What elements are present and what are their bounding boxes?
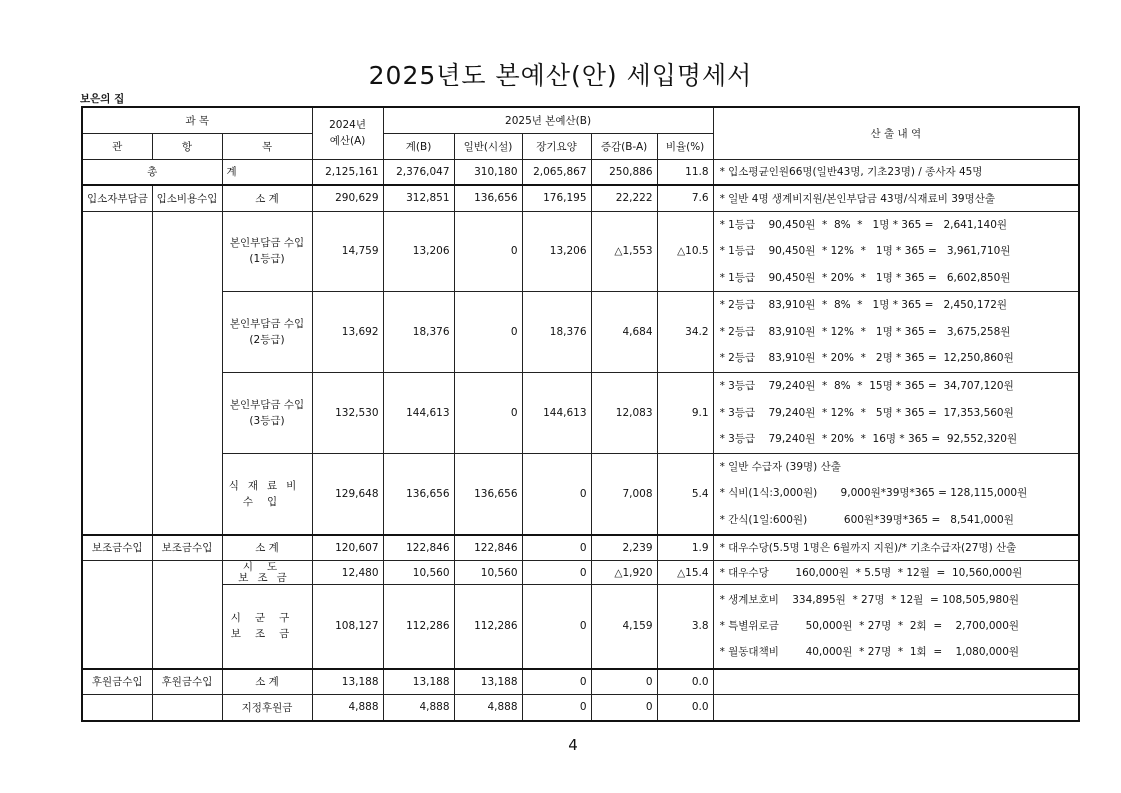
sido-detail: * 대우수당 160,000원 * 5.5명 * 12월 = 10,560,000원: [713, 561, 1079, 585]
grade1-detail: [713, 211, 1079, 292]
food-total: 136,656: [383, 453, 454, 534]
grade3-mok: 본인부담금 수입(3등급): [222, 373, 312, 454]
grade3-prev: 132,530: [312, 373, 383, 454]
detail-line: * 2등급 83,910원 * 12% * 1명 * 365 = 3,675,258원: [719, 325, 1011, 338]
header-row-1: [82, 107, 1079, 133]
grade1-general: 0: [454, 211, 522, 292]
detail-line: * 식비(1식:3,000원) 9,000원*39명*365 = 128,115,000원: [719, 487, 1028, 500]
grand-ratio: 11.8: [657, 159, 713, 185]
header-hang: 항: [152, 133, 222, 159]
designated-ltc: 0: [522, 695, 591, 721]
sido-mok-line1: 시도: [242, 560, 292, 573]
donation-mok: 소 계: [222, 669, 312, 695]
table-row-designated-donation: [82, 695, 1079, 721]
designated-hang: [152, 695, 222, 721]
self-pay-general: 136,656: [454, 185, 522, 211]
sigungu-prev: 108,127: [312, 585, 383, 669]
subsidy-hang: 보조금수입: [152, 535, 222, 561]
header-detail: 산 출 내 역: [713, 107, 1079, 159]
designated-gwan: [82, 695, 152, 721]
sigungu-mok: [222, 585, 312, 669]
grade1-ratio: △10.5: [657, 211, 713, 292]
page-title: 2025년도 본예산(안) 세입명세서: [368, 61, 753, 90]
table-row-grade3: [82, 373, 1079, 454]
sido-mok: [222, 561, 312, 585]
grand-prev: 2,125,161: [312, 159, 383, 185]
grade3-general: 0: [454, 373, 522, 454]
detail-line: * 2등급 83,910원 * 8% * 1명 * 365 = 2,450,172원: [719, 299, 1008, 312]
header-prev-budget-label: 예산(A): [329, 135, 366, 148]
subsidy-mok: 소 계: [222, 535, 312, 561]
grade1-ltc: 13,206: [522, 211, 591, 292]
designated-total: 4,888: [383, 695, 454, 721]
grade3-ltc: 144,613: [522, 373, 591, 454]
sigungu-general: 112,286: [454, 585, 522, 669]
subsidy-gwan-span: [82, 561, 152, 669]
sigungu-diff: 4,159: [591, 585, 657, 669]
grade2-detail: [713, 292, 1079, 373]
donation-total: 13,188: [383, 669, 454, 695]
sido-diff: △1,920: [591, 561, 657, 585]
subsidy-hang-span: [152, 561, 222, 669]
detail-line: * 간식(1일:600원) 600원*39명*365 = 8,541,000원: [719, 514, 1014, 527]
detail-line: * 월동대책비 40,000원 * 27명 * 1회 = 1,080,000원: [719, 646, 1020, 659]
detail-line: * 1등급 90,450원 * 20% * 1명 * 365 = 6,602,850원: [719, 271, 1011, 284]
donation-general: 13,188: [454, 669, 522, 695]
grade1-mok: 본인부담금 수입(1등급): [222, 211, 312, 292]
food-ratio: 5.4: [657, 453, 713, 534]
grade2-prev: 13,692: [312, 292, 383, 373]
detail-line: * 일반 수급자 (39명) 산출: [719, 460, 841, 473]
self-pay-gwan: 입소자부담금: [82, 185, 152, 211]
self-pay-gwan-span: [82, 211, 152, 535]
sido-ratio: △15.4: [657, 561, 713, 585]
donation-ltc: 0: [522, 669, 591, 695]
food-general: 136,656: [454, 453, 522, 534]
sigungu-mok-line1: 시군구: [230, 612, 304, 625]
table-row-subsidy-subtotal: [82, 535, 1079, 561]
designated-prev: 4,888: [312, 695, 383, 721]
table-row-food-cost: [82, 453, 1079, 534]
subsidy-total: 122,846: [383, 535, 454, 561]
donation-diff: 0: [591, 669, 657, 695]
food-prev: 129,648: [312, 453, 383, 534]
table-row-grade1: [82, 211, 1079, 292]
subsidy-detail: * 대우수당(5.5명 1명은 6월까지 지원)/* 기초수급자(27명) 산출: [713, 535, 1079, 561]
food-mok: [222, 453, 312, 534]
grade3-ratio: 9.1: [657, 373, 713, 454]
designated-mok: 지정후원금: [222, 695, 312, 721]
self-pay-total: 312,851: [383, 185, 454, 211]
sigungu-mok-line2: 보조금: [230, 628, 304, 641]
page-number: 4: [568, 736, 578, 754]
detail-line: * 1등급 90,450원 * 12% * 1명 * 365 = 3,961,710원: [719, 245, 1011, 258]
designated-detail: [713, 695, 1079, 721]
food-ltc: 0: [522, 453, 591, 534]
designated-ratio: 0.0: [657, 695, 713, 721]
table-row-self-pay-subtotal: [82, 185, 1079, 211]
sido-ltc: 0: [522, 561, 591, 585]
self-pay-prev: 290,629: [312, 185, 383, 211]
designated-general: 4,888: [454, 695, 522, 721]
header-ltc: 장기요양: [522, 133, 591, 159]
header-mok: 목: [222, 133, 312, 159]
sigungu-ratio: 3.8: [657, 585, 713, 669]
sigungu-detail: [713, 585, 1079, 669]
subsidy-diff: 2,239: [591, 535, 657, 561]
header-prev-budget: [312, 107, 383, 159]
detail-line: * 1등급 90,450원 * 8% * 1명 * 365 = 2,641,140원: [719, 218, 1008, 231]
grade3-total: 144,613: [383, 373, 454, 454]
self-pay-ratio: 7.6: [657, 185, 713, 211]
grade3-diff: 12,083: [591, 373, 657, 454]
grand-total-label-2: 계: [222, 159, 312, 185]
grade2-diff: 4,684: [591, 292, 657, 373]
subsidy-prev: 120,607: [312, 535, 383, 561]
detail-line: * 3등급 79,240원 * 12% * 5명 * 365 = 17,353,560원: [719, 406, 1014, 419]
self-pay-hang: 입소비용수입: [152, 185, 222, 211]
sido-mok-line2: 보조금: [238, 571, 296, 584]
detail-line: * 3등급 79,240원 * 8% * 15명 * 365 = 34,707,120원: [719, 380, 1014, 393]
designated-diff: 0: [591, 695, 657, 721]
table-row-sido-subsidy: [82, 561, 1079, 585]
food-diff: 7,008: [591, 453, 657, 534]
grade2-general: 0: [454, 292, 522, 373]
budget-table: [81, 106, 1080, 722]
self-pay-mok: 소 계: [222, 185, 312, 211]
grand-diff: 250,886: [591, 159, 657, 185]
table-row-sigungu-subsidy: [82, 585, 1079, 669]
self-pay-ltc: 176,195: [522, 185, 591, 211]
grand-general: 310,180: [454, 159, 522, 185]
detail-line: * 3등급 79,240원 * 20% * 16명 * 365 = 92,552,320원: [719, 433, 1018, 446]
self-pay-detail: * 일반 4명 생계비지원/본인부담금 43명/식재료비 39명산출: [713, 185, 1079, 211]
grand-total: 2,376,047: [383, 159, 454, 185]
grade1-prev: 14,759: [312, 211, 383, 292]
header-current-budget: 2025년 본예산(B): [383, 107, 713, 133]
grade2-ltc: 18,376: [522, 292, 591, 373]
header-diff: 증감(B-A): [591, 133, 657, 159]
header-general: 일반(시설): [454, 133, 522, 159]
sigungu-ltc: 0: [522, 585, 591, 669]
sido-total: 10,560: [383, 561, 454, 585]
grade2-total: 18,376: [383, 292, 454, 373]
self-pay-hang-span: [152, 211, 222, 535]
food-mok-line1: 식재료비: [228, 479, 306, 492]
food-mok-line2: 수입: [242, 495, 292, 508]
detail-line: * 2등급 83,910원 * 20% * 2명 * 365 = 12,250,860원: [719, 352, 1014, 365]
budget-table-wrapper: [81, 106, 1078, 722]
table-row-grand-total: [82, 159, 1079, 185]
food-detail: [713, 453, 1079, 534]
sido-prev: 12,480: [312, 561, 383, 585]
grand-total-label: 총: [82, 159, 222, 185]
subsidy-ltc: 0: [522, 535, 591, 561]
header-total: 계(B): [383, 133, 454, 159]
grade3-detail: [713, 373, 1079, 454]
table-row-grade2: [82, 292, 1079, 373]
detail-line: * 생계보호비 334,895원 * 27명 * 12월 = 108,505,980원: [719, 594, 1020, 607]
donation-gwan: 후원금수입: [82, 669, 152, 695]
donation-detail: [713, 669, 1079, 695]
donation-ratio: 0.0: [657, 669, 713, 695]
self-pay-diff: 22,222: [591, 185, 657, 211]
subsidy-general: 122,846: [454, 535, 522, 561]
sigungu-total: 112,286: [383, 585, 454, 669]
header-gwan: 관: [82, 133, 152, 159]
grand-detail: * 입소평균인원66명(일반43명, 기초23명) / 종사자 45명: [713, 159, 1079, 185]
table-row-donation-subtotal: [82, 669, 1079, 695]
subsidy-gwan: 보조금수입: [82, 535, 152, 561]
header-gwamok: 과 목: [82, 107, 312, 133]
donation-prev: 13,188: [312, 669, 383, 695]
grade2-mok: 본인부담금 수입(2등급): [222, 292, 312, 373]
grade1-diff: △1,553: [591, 211, 657, 292]
header-prev-year: 2024년: [329, 119, 366, 132]
grade2-ratio: 34.2: [657, 292, 713, 373]
donation-hang: 후원금수입: [152, 669, 222, 695]
grade1-total: 13,206: [383, 211, 454, 292]
subsidy-ratio: 1.9: [657, 535, 713, 561]
grand-ltc: 2,065,867: [522, 159, 591, 185]
organization-name: 보은의 집: [80, 93, 125, 105]
detail-line: * 특별위로금 50,000원 * 27명 * 2회 = 2,700,000원: [719, 620, 1020, 633]
header-ratio: 비율(%): [657, 133, 713, 159]
sido-general: 10,560: [454, 561, 522, 585]
